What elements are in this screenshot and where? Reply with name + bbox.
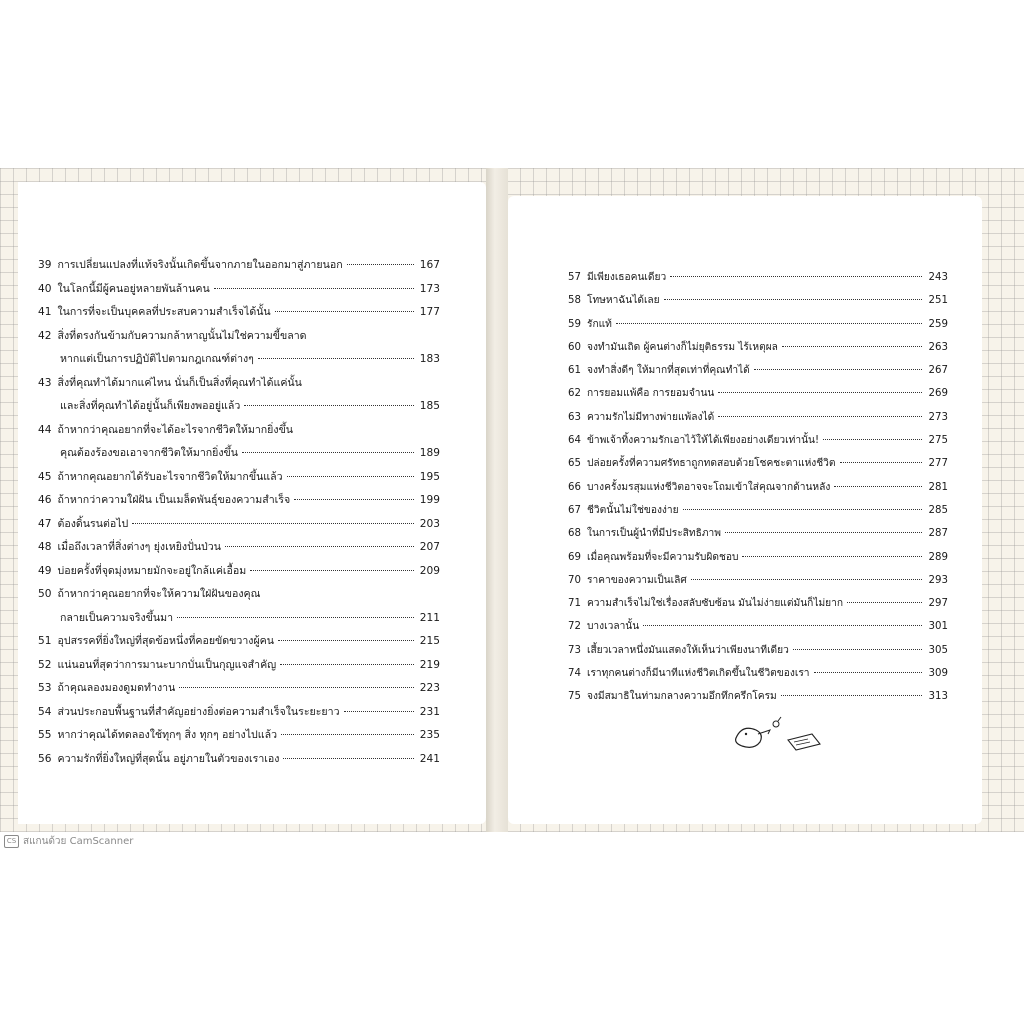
chapter-title: เสี้ยวเวลาหนึ่งมันแสดงให้เห็นว่าเพียงนาทีเดียว (586, 644, 789, 656)
toc-entry (38, 278, 440, 302)
chapter-number: 69 (568, 551, 581, 563)
page-number: 285 (928, 504, 948, 516)
page-number: 167 (419, 259, 440, 271)
page-number: 259 (928, 318, 948, 330)
page-number: 251 (928, 295, 948, 307)
dot-leader (214, 288, 414, 289)
dot-leader (179, 687, 414, 688)
chapter-title: สิ่งที่ตรงกันข้ามกับความกล้าหาญนั้นไม่ใช่ความขี้ขลาด (57, 329, 307, 342)
toc-entry (568, 429, 948, 452)
toc-entry (38, 466, 440, 490)
chapter-number: 62 (568, 388, 581, 400)
chapter-title: การยอมแพ้คือ การยอมจำนน (586, 388, 715, 400)
chapter-number: 53 (38, 682, 52, 694)
page-number: 263 (928, 341, 948, 353)
dot-leader (754, 369, 922, 370)
page-number: 301 (928, 621, 948, 633)
toc-entry (38, 724, 440, 748)
dot-leader (670, 276, 922, 277)
chapter-number: 43 (38, 376, 52, 389)
page-number: 211 (419, 611, 440, 624)
chapter-number: 68 (568, 528, 581, 540)
chapter-title: เราทุกคนต่างก็มีนาทีแห่งชีวิตเกิดขึ้นในชีวิตของเรา (586, 668, 810, 680)
toc-entry (38, 513, 440, 537)
chapter-title: หากว่าคุณได้ทดลองใช้ทุกๆ สิ่ง ทุกๆ อย่างไปแล้ว (57, 729, 278, 741)
dot-leader (664, 299, 922, 300)
toc-entry (38, 301, 440, 325)
page-number: 215 (419, 635, 440, 647)
chapter-title: โทษหาฉันได้เลย (586, 295, 660, 307)
chapter-title: คุณต้องร้องขอเอาจากชีวิตให้มากยิ่งขึ้น (60, 447, 239, 459)
chapter-number: 40 (38, 282, 52, 295)
toc-entry (568, 499, 948, 522)
doodle-illustration (732, 716, 832, 756)
page-number: 223 (419, 682, 440, 694)
page-number: 219 (419, 658, 440, 671)
page-number: 243 (928, 272, 948, 283)
toc-entry (38, 348, 440, 372)
dot-leader (294, 499, 414, 500)
chapter-title: ในการที่จะเป็นบุคคลที่ประสบความสำเร็จได้นั้น (57, 306, 271, 318)
chapter-title: รักแท้ (586, 318, 612, 330)
toc-entry (38, 419, 440, 443)
watermark-text: สแกนด้วย CamScanner (23, 836, 134, 847)
chapter-title: บางครั้งมรสุมแห่งชีวิตอาจจะโถมเข้าใส่คุณจากด้านหลัง (586, 481, 831, 493)
chapter-number: 47 (38, 517, 52, 530)
page-number: 273 (928, 411, 948, 423)
dot-leader (782, 346, 922, 347)
chapter-number: 39 (38, 259, 52, 271)
chapter-title: เมื่อคุณพร้อมที่จะมีความรับผิดชอบ (586, 551, 739, 563)
page-number: 203 (419, 517, 440, 530)
chapter-title: ต้องดิ้นรนต่อไป (57, 517, 129, 530)
dot-leader (718, 416, 922, 417)
toc-entry (38, 630, 440, 654)
camscanner-logo: CS (4, 835, 19, 848)
toc-entry (568, 359, 948, 382)
dot-leader (281, 734, 414, 735)
page-number: 177 (419, 306, 440, 318)
toc-entry (38, 372, 440, 396)
chapter-title: จงทำมันเถิด ผู้คนต่างก็ไม่ยุติธรรม ไร้เหตุผล (586, 341, 778, 353)
dot-leader (242, 452, 414, 453)
toc-entry (38, 677, 440, 701)
chapter-number: 48 (38, 541, 52, 553)
toc-entry (568, 522, 948, 545)
toc-entry (568, 406, 948, 429)
chapter-title: ถ้าหากว่าความใฝ่ฝัน เป็นเมล็ดพันธุ์ของความสำเร็จ (57, 494, 291, 506)
toc-entry (568, 266, 948, 289)
dot-leader (177, 617, 414, 618)
toc-entry (568, 685, 948, 708)
dot-leader (258, 358, 414, 359)
right-toc (568, 266, 948, 709)
toc-entry (568, 662, 948, 685)
toc-entry (38, 489, 440, 513)
page-number: 183 (419, 353, 440, 365)
dot-leader (781, 695, 922, 696)
toc-entry (38, 395, 440, 419)
page-number: 289 (928, 551, 948, 563)
page-number: 277 (928, 458, 948, 470)
chapter-number: 64 (568, 435, 581, 447)
page-number: 287 (928, 528, 948, 540)
chapter-number: 61 (568, 365, 581, 377)
toc-entry (568, 546, 948, 569)
chapter-title: การเปลี่ยนแปลงที่แท้จริงนั้นเกิดขึ้นจากภายในออกมาสู่ภายนอก (57, 259, 343, 271)
page-number: 207 (419, 541, 440, 553)
page-number: 173 (419, 282, 440, 295)
dot-leader (793, 649, 922, 650)
dot-leader (718, 392, 922, 393)
toc-entry (38, 583, 440, 607)
chapter-number: 72 (568, 621, 581, 633)
dot-leader (725, 532, 922, 533)
page-number: 275 (928, 435, 948, 447)
toc-entry (38, 254, 440, 278)
chapter-number: 44 (38, 423, 52, 436)
dot-leader (683, 509, 922, 510)
chapter-number: 49 (38, 564, 52, 577)
dot-leader (847, 602, 922, 603)
page-number: 209 (419, 564, 440, 577)
dot-leader (225, 546, 414, 547)
chapter-number: 70 (568, 574, 581, 586)
page-number: 281 (928, 481, 948, 493)
toc-entry (38, 536, 440, 560)
left-toc (38, 254, 440, 771)
chapter-title: ความสำเร็จไม่ใช่เรื่องสลับซับซ้อน มันไม่ง่ายแต่มันก็ไม่ยาก (586, 598, 844, 610)
chapter-title: ในการเป็นผู้นำที่มีประสิทธิภาพ (586, 528, 721, 540)
toc-entry (38, 607, 440, 631)
page-number: 235 (419, 729, 440, 741)
toc-entry (568, 476, 948, 499)
page-number: 199 (419, 494, 440, 506)
toc-entry (38, 748, 440, 772)
chapter-title: เมื่อถึงเวลาที่สิ่งต่างๆ ยุ่งเหยิงปั่นป่วน (57, 541, 221, 553)
toc-entry (38, 701, 440, 725)
chapter-number: 74 (568, 668, 581, 680)
chapter-title: และสิ่งที่คุณทำได้อยู่นั้นก็เพียงพออยู่แล้ว (60, 400, 241, 412)
page-number: 241 (419, 752, 440, 765)
chapter-number: 65 (568, 458, 581, 470)
page-number: 185 (419, 400, 440, 412)
toc-entry (568, 289, 948, 312)
toc-entry (568, 336, 948, 359)
chapter-title: ปล่อยครั้งที่ความศรัทธาถูกทดสอบด้วยโชคชะตาแห่งชีวิต (586, 458, 836, 470)
chapter-title: ในโลกนี้มีผู้คนอยู่หลายพันล้านคน (57, 282, 210, 295)
chapter-title: สิ่งที่คุณทำได้มากแค่ไหน นั่นก็เป็นสิ่งที่คุณทำได้แค่นั้น (57, 376, 302, 389)
dot-leader (347, 264, 414, 265)
dot-leader (616, 323, 922, 324)
chapter-title: ถ้าหากว่าคุณอยากที่จะได้อะไรจากชีวิตให้มากยิ่งขึ้น (57, 423, 294, 436)
chapter-title: ส่วนประกอบพื้นฐานที่สำคัญอย่างยิ่งต่อความสำเร็จในระยะยาว (57, 705, 340, 718)
chapter-number: 41 (38, 306, 52, 318)
toc-entry (38, 560, 440, 584)
dot-leader (244, 405, 414, 406)
dot-leader (275, 311, 414, 312)
page-number: 267 (928, 365, 948, 377)
dot-leader (344, 711, 414, 712)
dot-leader (250, 570, 414, 571)
chapter-title: หากแต่เป็นการปฏิบัติไปตามกฎเกณฑ์ต่างๆ (60, 353, 254, 365)
toc-entry (38, 325, 440, 349)
toc-entry (568, 639, 948, 662)
toc-entry (568, 569, 948, 592)
dot-leader (643, 625, 922, 626)
chapter-title: ความรักที่ยิ่งใหญ่ที่สุดนั้น อยู่ภายในตัวของเราเอง (57, 752, 280, 765)
chapter-number: 57 (568, 272, 581, 283)
chapter-title: ถ้าหากคุณอยากได้รับอะไรจากชีวิตให้มากขึ้นแล้ว (57, 470, 283, 483)
chapter-number: 73 (568, 644, 581, 656)
chapter-title: ราคาของความเป็นเลิศ (586, 574, 687, 586)
toc-entry (568, 313, 948, 336)
chapter-title: ความรักไม่มีทางพ่ายแพ้ลงได้ (586, 411, 715, 423)
chapter-number: 71 (568, 598, 581, 610)
chapter-number: 67 (568, 504, 581, 516)
dot-leader (283, 758, 414, 759)
chapter-number: 58 (568, 295, 581, 307)
page-number: 195 (419, 470, 440, 483)
chapter-number: 45 (38, 470, 52, 483)
page-number: 293 (928, 574, 948, 586)
chapter-title: ชีวิตนั้นไม่ใช่ของง่าย (586, 504, 679, 516)
chapter-title: ถ้าคุณลองมองดูมดทำงาน (57, 682, 176, 694)
dot-leader (278, 640, 414, 641)
chapter-number: 46 (38, 494, 52, 506)
toc-entry (568, 615, 948, 638)
page-number: 269 (928, 388, 948, 400)
chapter-number: 42 (38, 329, 52, 342)
chapter-title: มีเพียงเธอคนเดียว (586, 272, 667, 283)
chapter-number: 51 (38, 635, 52, 647)
chapter-title: จงมีสมาธิในท่ามกลางความอึกทึกครึกโครม (586, 691, 777, 703)
toc-entry (568, 452, 948, 475)
chapter-title: ข้าพเจ้าทิ้งความรักเอาไว้ให้ได้เพียงอย่างเดียวเท่านั้น! (586, 435, 820, 447)
chapter-number: 66 (568, 481, 581, 493)
chapter-number: 54 (38, 705, 52, 718)
chapter-number: 50 (38, 588, 52, 600)
chapter-title: กลายเป็นความจริงขึ้นมา (60, 611, 174, 624)
page-number: 309 (928, 668, 948, 680)
book-gutter (486, 168, 508, 832)
dot-leader (823, 439, 922, 440)
dot-leader (742, 556, 922, 557)
chapter-number: 56 (38, 752, 52, 765)
dot-leader (691, 579, 922, 580)
page-number: 297 (928, 598, 948, 610)
dot-leader (132, 523, 414, 524)
chapter-title: แน่นอนที่สุดว่าการมานะบากบั่นเป็นกุญแจสำคัญ (57, 658, 277, 671)
chapter-number: 52 (38, 658, 52, 671)
chapter-number: 60 (568, 341, 581, 353)
toc-entry (38, 654, 440, 678)
page-number: 231 (419, 705, 440, 718)
camscanner-watermark (4, 834, 133, 849)
page-number: 313 (928, 691, 948, 703)
toc-entry (38, 442, 440, 466)
dot-leader (814, 672, 922, 673)
page-number: 305 (928, 644, 948, 656)
chapter-number: 55 (38, 729, 52, 741)
chapter-title: บ่อยครั้งที่จุดมุ่งหมายมักจะอยู่ใกล้แค่เอื้อม (57, 564, 247, 577)
chapter-title: ถ้าหากว่าคุณอยากที่จะให้ความใฝ่ฝันของคุณ (57, 588, 261, 600)
chapter-title: บางเวลานั้น (586, 621, 640, 633)
toc-entry (568, 592, 948, 615)
dot-leader (840, 462, 922, 463)
chapter-title: อุปสรรคที่ยิ่งใหญ่ที่สุดข้อหนึ่งที่คอยขัดขวางผู้คน (57, 635, 274, 647)
page-number: 189 (419, 447, 440, 459)
dot-leader (280, 664, 414, 665)
chapter-number: 59 (568, 318, 581, 330)
chapter-number: 63 (568, 411, 581, 423)
toc-entry (568, 382, 948, 405)
chapter-number: 75 (568, 691, 581, 703)
chapter-title: จงทำสิ่งดีๆ ให้มากที่สุดเท่าที่คุณทำได้ (586, 365, 750, 377)
dot-leader (287, 476, 414, 477)
dot-leader (834, 486, 922, 487)
